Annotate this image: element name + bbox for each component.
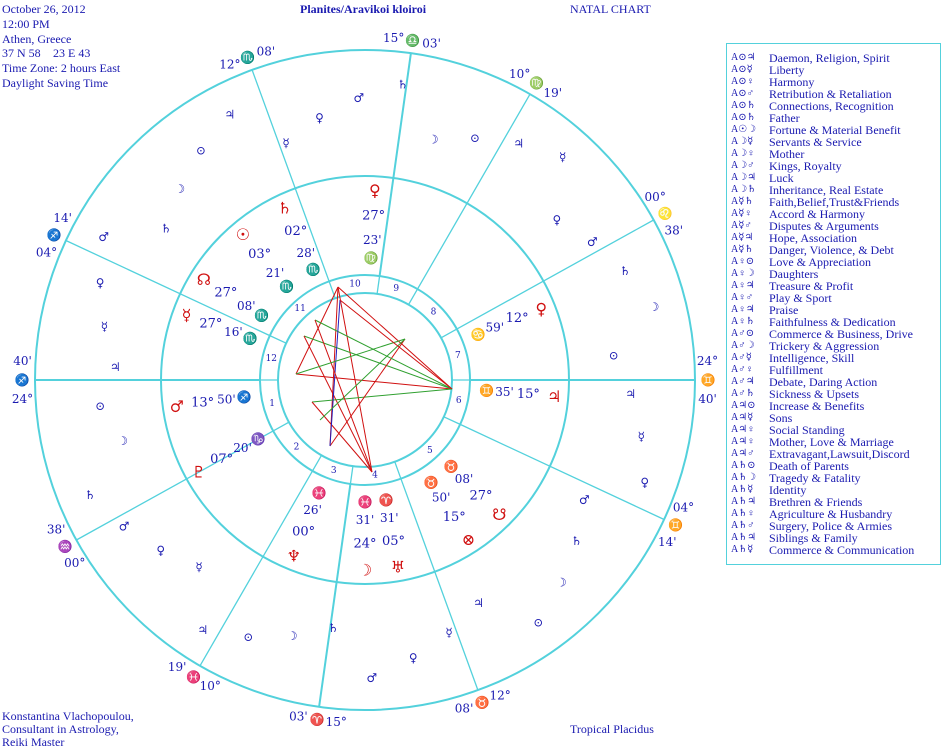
lot-code: A☿♃ [731, 232, 754, 243]
aspect-line [296, 339, 405, 374]
planet-sign-glyph: ♉ [423, 475, 439, 490]
lot-glyph: ♄ [619, 264, 631, 279]
lot-name: Extravagant,Lawsuit,Discord [769, 447, 910, 461]
lot-code: A⊙♄ [731, 100, 756, 111]
lot-code: A♂♀ [731, 364, 754, 375]
cusp-degree: 04° [35, 245, 58, 260]
cusp-sign-glyph: ♈ [309, 712, 325, 727]
planet-minute: 16' [224, 325, 243, 340]
planet-sign-glyph: ♍ [363, 251, 379, 266]
cusp-line-inner [395, 462, 401, 479]
planet-glyph: ♄ [277, 198, 292, 218]
cusp-line [460, 424, 664, 519]
aspect-line [296, 374, 452, 389]
legend-row [731, 256, 936, 268]
lot-glyph: ⊙ [95, 398, 106, 413]
chart-place: Athen, Greece [2, 32, 72, 46]
cusp-degree: 04° [672, 500, 695, 515]
cusp-line-inner [441, 329, 457, 338]
planet-degree: 03° [248, 246, 272, 262]
lot-code: A♂☿ [731, 352, 752, 363]
lot-code: A☉☽ [731, 124, 757, 135]
planet-minute: 08' [454, 472, 474, 486]
lot-code: A♀♄ [731, 316, 755, 327]
chart-time: 12:00 PM [2, 17, 50, 31]
house-number: 4 [372, 470, 378, 481]
cusp-sign-glyph: ♐ [46, 228, 62, 242]
aspect-line [315, 320, 452, 389]
cusp-minute: 03' [289, 709, 308, 724]
lot-code: A⊙♀ [731, 76, 755, 87]
cusp-sign-glyph: ♏ [240, 50, 256, 65]
lot-glyph: ♄ [397, 77, 409, 92]
house-number: 2 [293, 442, 300, 453]
lot-glyph: ⊙ [469, 130, 481, 145]
lot-name: Faithfulness & Dedication [769, 315, 896, 329]
lot-code: A⊙♂ [731, 88, 755, 99]
lot-name: Inheritance, Real Estate [769, 183, 884, 197]
lot-name: Agriculture & Husbandry [769, 507, 893, 521]
lot-code: A♀♂ [731, 292, 754, 303]
cusp-sign-glyph: ♎ [405, 33, 421, 48]
cusp-line-inner [444, 417, 460, 425]
lots-legend [726, 43, 941, 565]
author-role: Consultant in Astrology, [2, 722, 119, 736]
lot-name: Brethren & Friends [769, 495, 863, 509]
chart-timezone: Time Zone: 2 hours East [2, 61, 121, 75]
planet-sign-glyph: ♏ [254, 308, 269, 323]
planet-degree: 15° [516, 386, 540, 402]
aspect-line [320, 339, 405, 420]
planet-glyph: ☿ [181, 305, 192, 325]
cusp-minute: 08' [454, 701, 474, 716]
legend-row [731, 52, 936, 64]
planet-degree: 24° [353, 536, 377, 552]
lot-code: A♃♂ [731, 448, 755, 459]
cusp-sign-glyph: ♐ [14, 373, 30, 387]
lot-code: A♂♄ [731, 388, 755, 399]
planet-degree: 02° [284, 223, 308, 239]
lot-name: Faith,Belief,Trust&Friends [769, 195, 900, 209]
lot-glyph: ☽ [286, 628, 298, 643]
lot-name: Surgery, Police & Armies [769, 519, 892, 533]
house-number: 6 [455, 395, 462, 406]
lot-code: A⊙♄ [731, 112, 756, 123]
lot-name: Connections, Recognition [769, 99, 894, 113]
lot-glyph: ♄ [84, 488, 96, 503]
planet-minute: 35' [495, 385, 514, 400]
lot-glyph: ☽ [174, 182, 186, 197]
cusp-degree: 10° [509, 66, 531, 81]
lot-name: Servants & Service [769, 135, 862, 149]
lot-glyph: ☽ [648, 300, 660, 315]
lot-code: A♄♃ [731, 496, 757, 507]
cusp-line-inner [377, 276, 380, 294]
cusp-sign-glyph: ♊ [700, 373, 716, 387]
lot-name: Disputes & Arguments [769, 219, 879, 233]
lot-glyph: ♂ [366, 670, 378, 685]
cusp-degree: 15° [383, 31, 405, 46]
planet-sign-glyph: ♏ [305, 262, 321, 277]
planet-glyph: ♃ [547, 387, 562, 407]
author-role-2: Reiki Master [2, 735, 65, 749]
lot-code: A♀☽ [731, 268, 755, 279]
cusp-line-inner [270, 336, 286, 344]
planet-glyph: ♀ [535, 299, 548, 319]
cusp-minute: 08' [256, 44, 276, 59]
planet-minute: 26' [303, 502, 322, 517]
planet-glyph: ♀ [369, 180, 381, 200]
lot-name: Sons [769, 411, 793, 425]
lot-name: Father [769, 111, 800, 125]
lot-glyph: ♀ [156, 543, 166, 558]
house-number: 5 [427, 445, 433, 456]
planet-glyph: ♂ [169, 396, 184, 416]
planet-degree: 05° [381, 534, 406, 549]
lot-glyph: ♀ [408, 650, 418, 665]
planet-glyph: ☽ [357, 560, 373, 580]
lot-code: A♃⊙ [731, 400, 756, 411]
lot-code: A☽♀ [731, 148, 755, 159]
planet-minute: 50' [431, 490, 451, 505]
lot-glyph: ♀ [95, 275, 105, 290]
lot-name: Identity [769, 483, 807, 497]
cusp-sign-glyph: ♊ [668, 518, 684, 532]
legend-row [731, 280, 936, 292]
cusp-line [319, 484, 350, 707]
planet-degree: 15° [442, 510, 466, 525]
lot-name: Kings, Royalty [769, 159, 842, 173]
lot-name: Love & Appreciation [769, 255, 871, 269]
legend-row [731, 136, 936, 148]
lot-name: Sickness & Upsets [769, 387, 859, 401]
cusp-degree: 12° [219, 57, 241, 72]
cusp-line-inner [313, 455, 322, 471]
lot-name: Liberty [769, 63, 805, 77]
lot-glyph: ♃ [625, 386, 636, 401]
lot-code: A♂⊙ [731, 328, 755, 339]
cusp-minute: 38' [46, 522, 66, 537]
house-system: Tropical Placidus [570, 722, 654, 736]
lot-glyph: ♃ [224, 107, 236, 122]
lot-name: Praise [769, 303, 799, 317]
lot-code: A♂♃ [731, 376, 755, 387]
legend-row [731, 100, 936, 112]
lot-name: Play & Sport [769, 291, 832, 305]
cusp-line-inner [409, 289, 418, 305]
cusp-sign-glyph: ♓ [186, 670, 201, 684]
cusp-minute: 14' [658, 535, 677, 550]
planet-minute: 20' [233, 440, 252, 455]
house-number: 8 [430, 307, 437, 318]
lot-name: Retribution & Retaliation [769, 87, 892, 101]
lot-code: A⊙♃ [731, 52, 756, 63]
planet-sign-glyph: ♋ [470, 327, 486, 342]
cusp-degree: 12° [489, 688, 511, 703]
lot-glyph: ♃ [109, 359, 121, 374]
legend-row [731, 400, 936, 412]
lot-code: A♀⊙ [731, 256, 755, 267]
planet-minute: 31' [380, 510, 399, 525]
cusp-degree: 24° [11, 392, 34, 407]
cusp-degree: 15° [325, 714, 347, 729]
lot-code: A☿♄ [731, 244, 754, 255]
lot-code: A♀♃ [731, 280, 755, 291]
planet-degree: 12° [505, 311, 529, 327]
chart-dst: Daylight Saving Time [2, 76, 109, 90]
aspect-line [315, 320, 372, 472]
lot-name: Mother [769, 147, 805, 161]
planet-degree: 27° [362, 208, 386, 224]
lot-code: A☿♂ [731, 220, 752, 231]
house-number: 11 [294, 304, 306, 315]
lot-code: A♀♃ [731, 304, 755, 315]
planet-minute: 08' [237, 298, 256, 313]
lot-code: A♂☽ [731, 340, 755, 351]
lot-name: Harmony [769, 75, 815, 89]
cusp-sign-glyph: ♒ [57, 539, 73, 554]
legend-row [731, 544, 936, 556]
cusp-degree: 24° [696, 353, 719, 368]
lot-name: Death of Parents [769, 459, 849, 473]
lot-code: A☿♀ [731, 208, 752, 219]
lot-name: Luck [769, 171, 794, 185]
planet-degree: 13° [191, 395, 215, 411]
chart-date: October 26, 2012 [2, 2, 86, 16]
lot-glyph: ☿ [195, 560, 203, 574]
lot-name: Daughters [769, 267, 819, 281]
planet-sign-glyph: ♏ [279, 279, 295, 294]
lot-name: Hope, Association [769, 231, 857, 245]
planet-minute: 23' [363, 233, 382, 248]
aspect-lines [293, 287, 452, 472]
cusp-degree: 00° [644, 190, 666, 205]
lot-glyph: ♄ [571, 534, 582, 549]
lot-name: Commerce & Communication [769, 543, 915, 557]
planet-degree: 00° [292, 524, 316, 540]
planet-degree: 27° [214, 285, 238, 301]
lot-code: A♄♂ [731, 520, 755, 531]
lot-glyph: ⊙ [533, 615, 544, 630]
author-name: Konstantina Vlachopoulou, [2, 709, 134, 723]
cusp-line [418, 94, 531, 289]
lot-name: Debate, Daring Action [769, 375, 878, 389]
cusp-line-inner [273, 422, 289, 431]
cusp-minute: 40' [13, 353, 32, 368]
planet-sign-glyph: ♓ [357, 495, 373, 509]
cusp-sign-glyph: ♉ [474, 695, 490, 710]
lot-code: A☽☿ [731, 136, 754, 147]
lot-code: A♃♀ [731, 424, 755, 435]
legend-row [731, 472, 936, 484]
planet-glyph: ☉ [235, 225, 251, 244]
cusp-sign-glyph: ♍ [529, 76, 544, 90]
lot-code: A♄☽ [731, 472, 757, 483]
lot-code: A♄☿ [731, 544, 754, 555]
planet-sign-glyph: ♊ [479, 383, 494, 398]
lot-glyph: ☿ [445, 625, 453, 640]
lot-name: Increase & Benefits [769, 399, 865, 413]
house-number: 9 [393, 284, 400, 295]
lot-name: Fulfillment [769, 363, 823, 377]
planet-glyph: ☊ [196, 269, 212, 289]
chart-longitude: 23 E 43 [53, 46, 91, 60]
lot-code: A☿♄ [731, 196, 754, 207]
house-number: 10 [349, 279, 361, 290]
lot-glyph: ♃ [197, 622, 209, 637]
planet-sign-glyph: ♈ [378, 493, 394, 508]
lot-glyph: ♃ [473, 595, 484, 610]
lot-glyph: ♂ [353, 91, 365, 106]
planet-degree: 27° [469, 488, 493, 504]
lot-name: Mother, Love & Marriage [769, 435, 894, 449]
lot-glyph: ☽ [117, 434, 128, 449]
cusp-minute: 19' [543, 86, 563, 100]
lot-code: A♄☿ [731, 484, 754, 495]
lot-name: Social Standing [769, 423, 845, 437]
planet-minute: 28' [296, 246, 316, 261]
cusp-line-inner [350, 466, 353, 484]
legend-row [731, 352, 936, 364]
lot-name: Treasure & Profit [769, 279, 854, 293]
lot-glyph: ⊙ [195, 143, 207, 158]
lot-name: Daemon, Religion, Spirit [769, 51, 890, 65]
lot-glyph: ☿ [559, 150, 567, 165]
lot-name: Intelligence, Skill [769, 351, 855, 365]
planet-sign-glyph: ♑ [250, 432, 266, 447]
house-number: 3 [330, 465, 337, 476]
lot-code: A☽♂ [731, 160, 755, 171]
planet-minute: 59' [485, 320, 505, 335]
cusp-sign-glyph: ♌ [657, 206, 673, 221]
lot-glyph: ♀ [552, 212, 562, 227]
lot-glyph: ♃ [513, 136, 524, 151]
cusp-minute: 14' [53, 210, 72, 225]
lot-name: Danger, Violence, & Debt [769, 243, 894, 257]
lot-glyph: ♄ [327, 621, 339, 635]
planet-minute: 21' [265, 265, 285, 280]
lot-name: Accord & Harmony [769, 207, 865, 221]
cusp-degree: 10° [199, 679, 221, 694]
planet-minute: 50' [217, 392, 236, 407]
planet-sign-glyph: ♐ [236, 390, 252, 404]
planet-degree: 27° [199, 316, 223, 332]
lot-glyph: ♂ [98, 229, 109, 244]
legend-row [731, 292, 936, 304]
lot-glyph: ☽ [427, 132, 439, 147]
planet-glyph: ♆ [286, 546, 301, 566]
planet-glyph: ♇ [191, 462, 206, 482]
house-number: 1 [269, 399, 275, 409]
lot-code: A♄♃ [731, 532, 757, 543]
cusp-minute: 03' [422, 36, 441, 51]
legend-row [731, 160, 936, 172]
planet-glyph: ⊗ [461, 529, 476, 549]
lot-glyph: ☿ [637, 429, 645, 444]
cusp-degree: 00° [64, 555, 86, 570]
lot-code: A♃♀ [731, 436, 755, 447]
lot-glyph: ⊙ [243, 629, 254, 644]
lot-glyph: ☽ [556, 575, 567, 590]
planet-minute: 31' [355, 513, 375, 527]
lot-glyph: ♀ [640, 475, 650, 490]
cusp-minute: 19' [167, 660, 187, 674]
planet-sign-glyph: ♉ [443, 459, 459, 474]
lot-glyph: ♂ [578, 493, 590, 508]
house-number: 12 [265, 354, 278, 365]
lot-code: A♄♀ [731, 508, 755, 519]
cusp-minute: 40' [698, 392, 717, 407]
cusp-minute: 38' [664, 223, 684, 238]
lot-glyph: ♄ [160, 221, 172, 236]
lot-name: Commerce & Business, Drive [769, 327, 913, 341]
lot-glyph: ⊙ [608, 348, 619, 363]
lot-code: A♃☿ [731, 412, 754, 423]
chart-title: Planites/Aravikoi kloiroi [300, 2, 427, 16]
legend-row [731, 64, 936, 76]
lot-name: Siblings & Family [769, 531, 858, 545]
lot-code: A⊙☿ [731, 64, 753, 75]
aspect-line [330, 339, 405, 446]
lot-glyph: ♂ [118, 519, 130, 534]
chart-latitude: 37 N 58 [2, 46, 41, 60]
lot-code: A☽♃ [731, 172, 757, 183]
lot-name: Fortune & Material Benefit [769, 123, 901, 137]
planet-glyph: ☋ [492, 504, 507, 524]
planet-sign-glyph: ♓ [311, 486, 327, 501]
lot-code: A♄⊙ [731, 460, 756, 471]
lot-code: A☽♄ [731, 184, 757, 195]
lot-name: Tragedy & Fatality [769, 471, 861, 485]
lot-glyph: ♂ [586, 234, 598, 249]
lot-glyph: ♀ [315, 110, 324, 125]
lot-glyph: ☿ [282, 135, 290, 150]
chart-type: NATAL CHART [570, 2, 651, 16]
lot-name: Trickery & Aggression [769, 339, 880, 353]
planet-degree: 07° [210, 452, 234, 467]
planet-sign-glyph: ♏ [242, 331, 258, 346]
house-number: 7 [455, 351, 461, 361]
lot-glyph: ☿ [100, 319, 109, 334]
planet-glyph: ♅ [390, 557, 406, 577]
